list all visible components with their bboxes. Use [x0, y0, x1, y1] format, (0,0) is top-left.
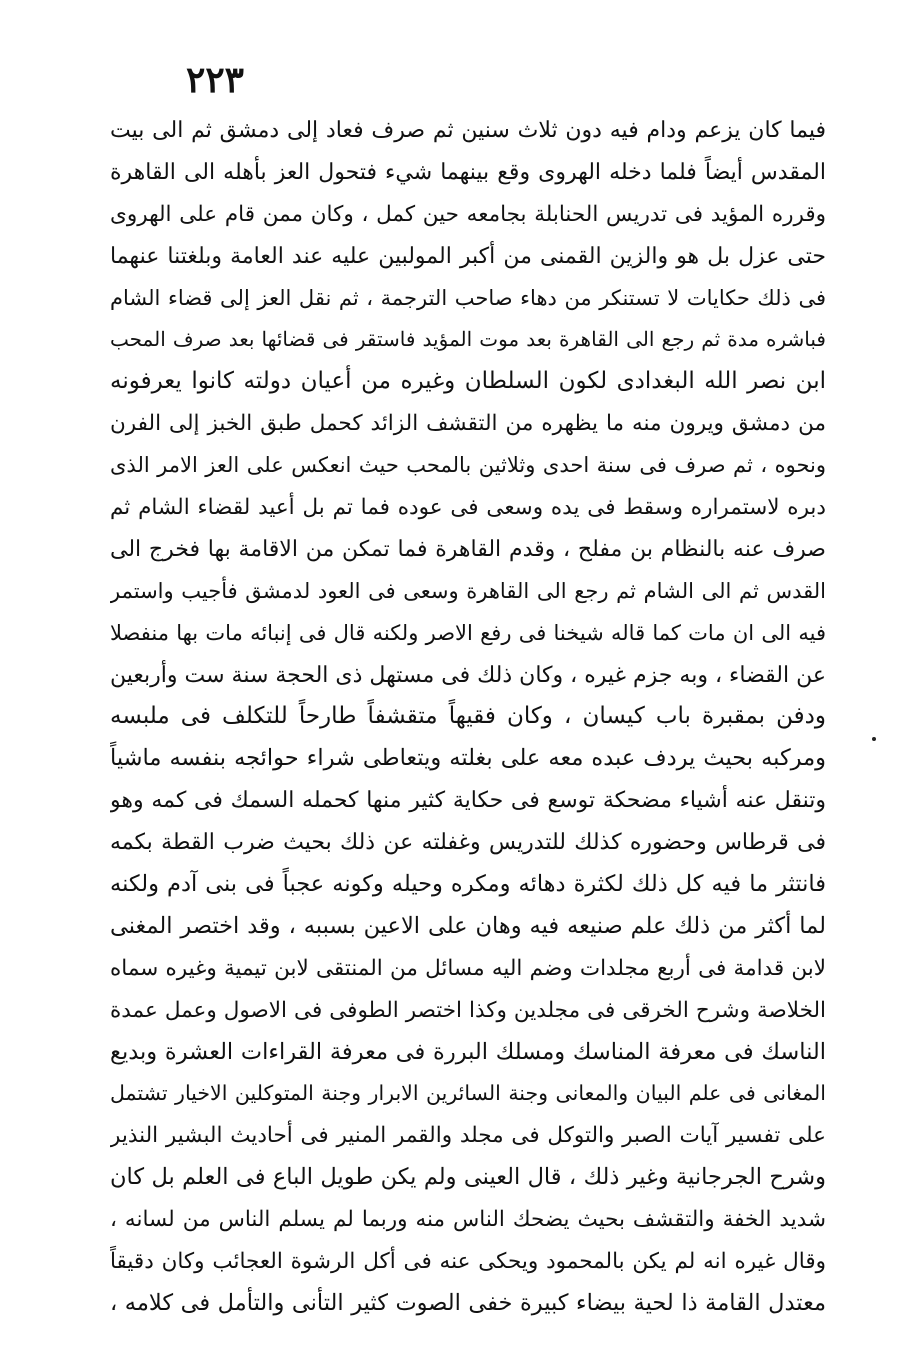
text-line: فى ذلك حكايات لا تستنكر من دهاء صاحب الترجمة ، ثم نقل العز إلى قضاء الشام	[110, 285, 826, 310]
text-line: على تفسير آيات الصبر والتوكل فى مجلد والقمر المنير فى أحاديث البشير النذير	[110, 1123, 826, 1149]
text-line: الناسك فى معرفة المناسك ومسلك البررة فى معرفة القراءات العشرة وبديع	[110, 1038, 826, 1065]
text-line: وتنقل عنه أشياء مضحكة توسع فى حكاية كثير منها كحمله السمك فى كمه وهو	[110, 788, 826, 814]
text-line: المقدس أيضاً فلما دخله الهروى وقع بينهما شيء فتحول العز بأهله الى القاهرة	[110, 159, 826, 185]
text-line: القدس ثم الى الشام ثم رجع الى القاهرة وسعى فى العود لدمشق فأجيب واستمر	[110, 578, 826, 603]
page-number: ٢٢٣	[186, 59, 245, 101]
text-line: صرف عنه بالنظام بن مفلح ، وقدم القاهرة فما تمكن من الاقامة بها فخرج الى	[110, 536, 826, 562]
ink-speck	[872, 737, 876, 741]
text-line: وقرره المؤيد فى تدريس الحنابلة بجامعه حين كمل ، وكان ممن قام على الهروى	[110, 201, 826, 227]
text-line: ابن نصر الله البغدادى لكون السلطان وغيره من أعيان دولته كانوا يعرفونه	[110, 368, 826, 395]
text-line: فباشره مدة ثم رجع الى القاهرة بعد موت المؤيد فاستقر فى قضائها بعد صرف المحب	[110, 327, 826, 352]
text-line: شديد الخفة والتقشف بحيث يضحك الناس منه وربما لم يسلم الناس من لسانه ،	[110, 1207, 826, 1233]
text-line: لابن قدامة فى أربع مجلدات وضم اليه مسائل من المنتقى لابن تيمية وغيره سماه	[110, 955, 826, 981]
text-line: من دمشق ويرون منه ما يظهره من التقشف الزائد كحمل طبق الخبز إلى الفرن	[110, 411, 826, 437]
text-line: لما أكثر من ذلك علم صنيعه فيه وهان على الاعين بسببه ، وقد اختصر المغنى	[110, 912, 826, 939]
text-line: وشرح الجرجانية وغير ذلك ، قال العينى ولم يكن طويل الباع فى العلم بل كان	[110, 1164, 826, 1191]
text-line: فى قرطاس وحضوره كذلك للتدريس وغفلته عن ذلك بحيث ضرب القطة بكمه	[110, 830, 826, 856]
text-line: معتدل القامة ذا لحية بيضاء كبيرة خفى الصوت كثير التأنى والتأمل فى كلامه ،	[110, 1289, 826, 1316]
text-line: ونحوه ، ثم صرف فى سنة احدى وثلاثين بالمحب حيث انعكس على العز الامر الذى	[110, 453, 826, 478]
text-line: دبره لاستمراره وسقط فى يده وسعى فى عوده فما تم بل أعيد لقضاء الشام ثم	[110, 495, 826, 521]
text-line: عن القضاء ، وبه جزم غيره ، وكان ذلك فى مستهل ذى الحجة سنة ست وأربعين	[110, 662, 826, 688]
body-text	[110, 110, 826, 1325]
text-line: فيه الى ان مات كما قاله شيخنا فى رفع الاصر ولكنه قال فى إنبائه مات بها منفصلا	[110, 620, 826, 645]
text-line: الخلاصة وشرح الخرقى فى مجلدين وكذا اختصر الطوفى فى الاصول وعمل عمدة	[110, 997, 826, 1023]
text-line: المغانى فى علم البيان والمعانى وجنة السائرين الابرار وجنة المتوكلين الاخيار تشتمل	[110, 1081, 826, 1106]
text-line: ومركبه بحيث يردف عبده معه على بغلته ويتعاطى شراء حوائجه بنفسه ماشياً	[110, 745, 826, 772]
text-line: فانتثر ما فيه كل ذلك لكثرة دهائه ومكره وحيله وكونه عجباً فى بنى آدم ولكنه	[110, 871, 826, 898]
text-line: فيما كان يزعم ودام فيه دون ثلاث سنين ثم صرف فعاد إلى دمشق ثم الى بيت	[110, 118, 826, 143]
text-line: وقال غيره انه لم يكن بالمحمود ويحكى عنه فى أكل الرشوة العجائب وكان دقيقاً	[110, 1249, 826, 1275]
text-line: ودفن بمقبرة باب كيسان ، وكان فقيهاً متقشفاً طارحاً للتكلف فى ملبسه	[110, 703, 826, 730]
text-line: حتى عزل بل هو والزين القمنى من أكبر المولبين عليه عند العامة وبلغتنا عنهما	[110, 243, 826, 269]
